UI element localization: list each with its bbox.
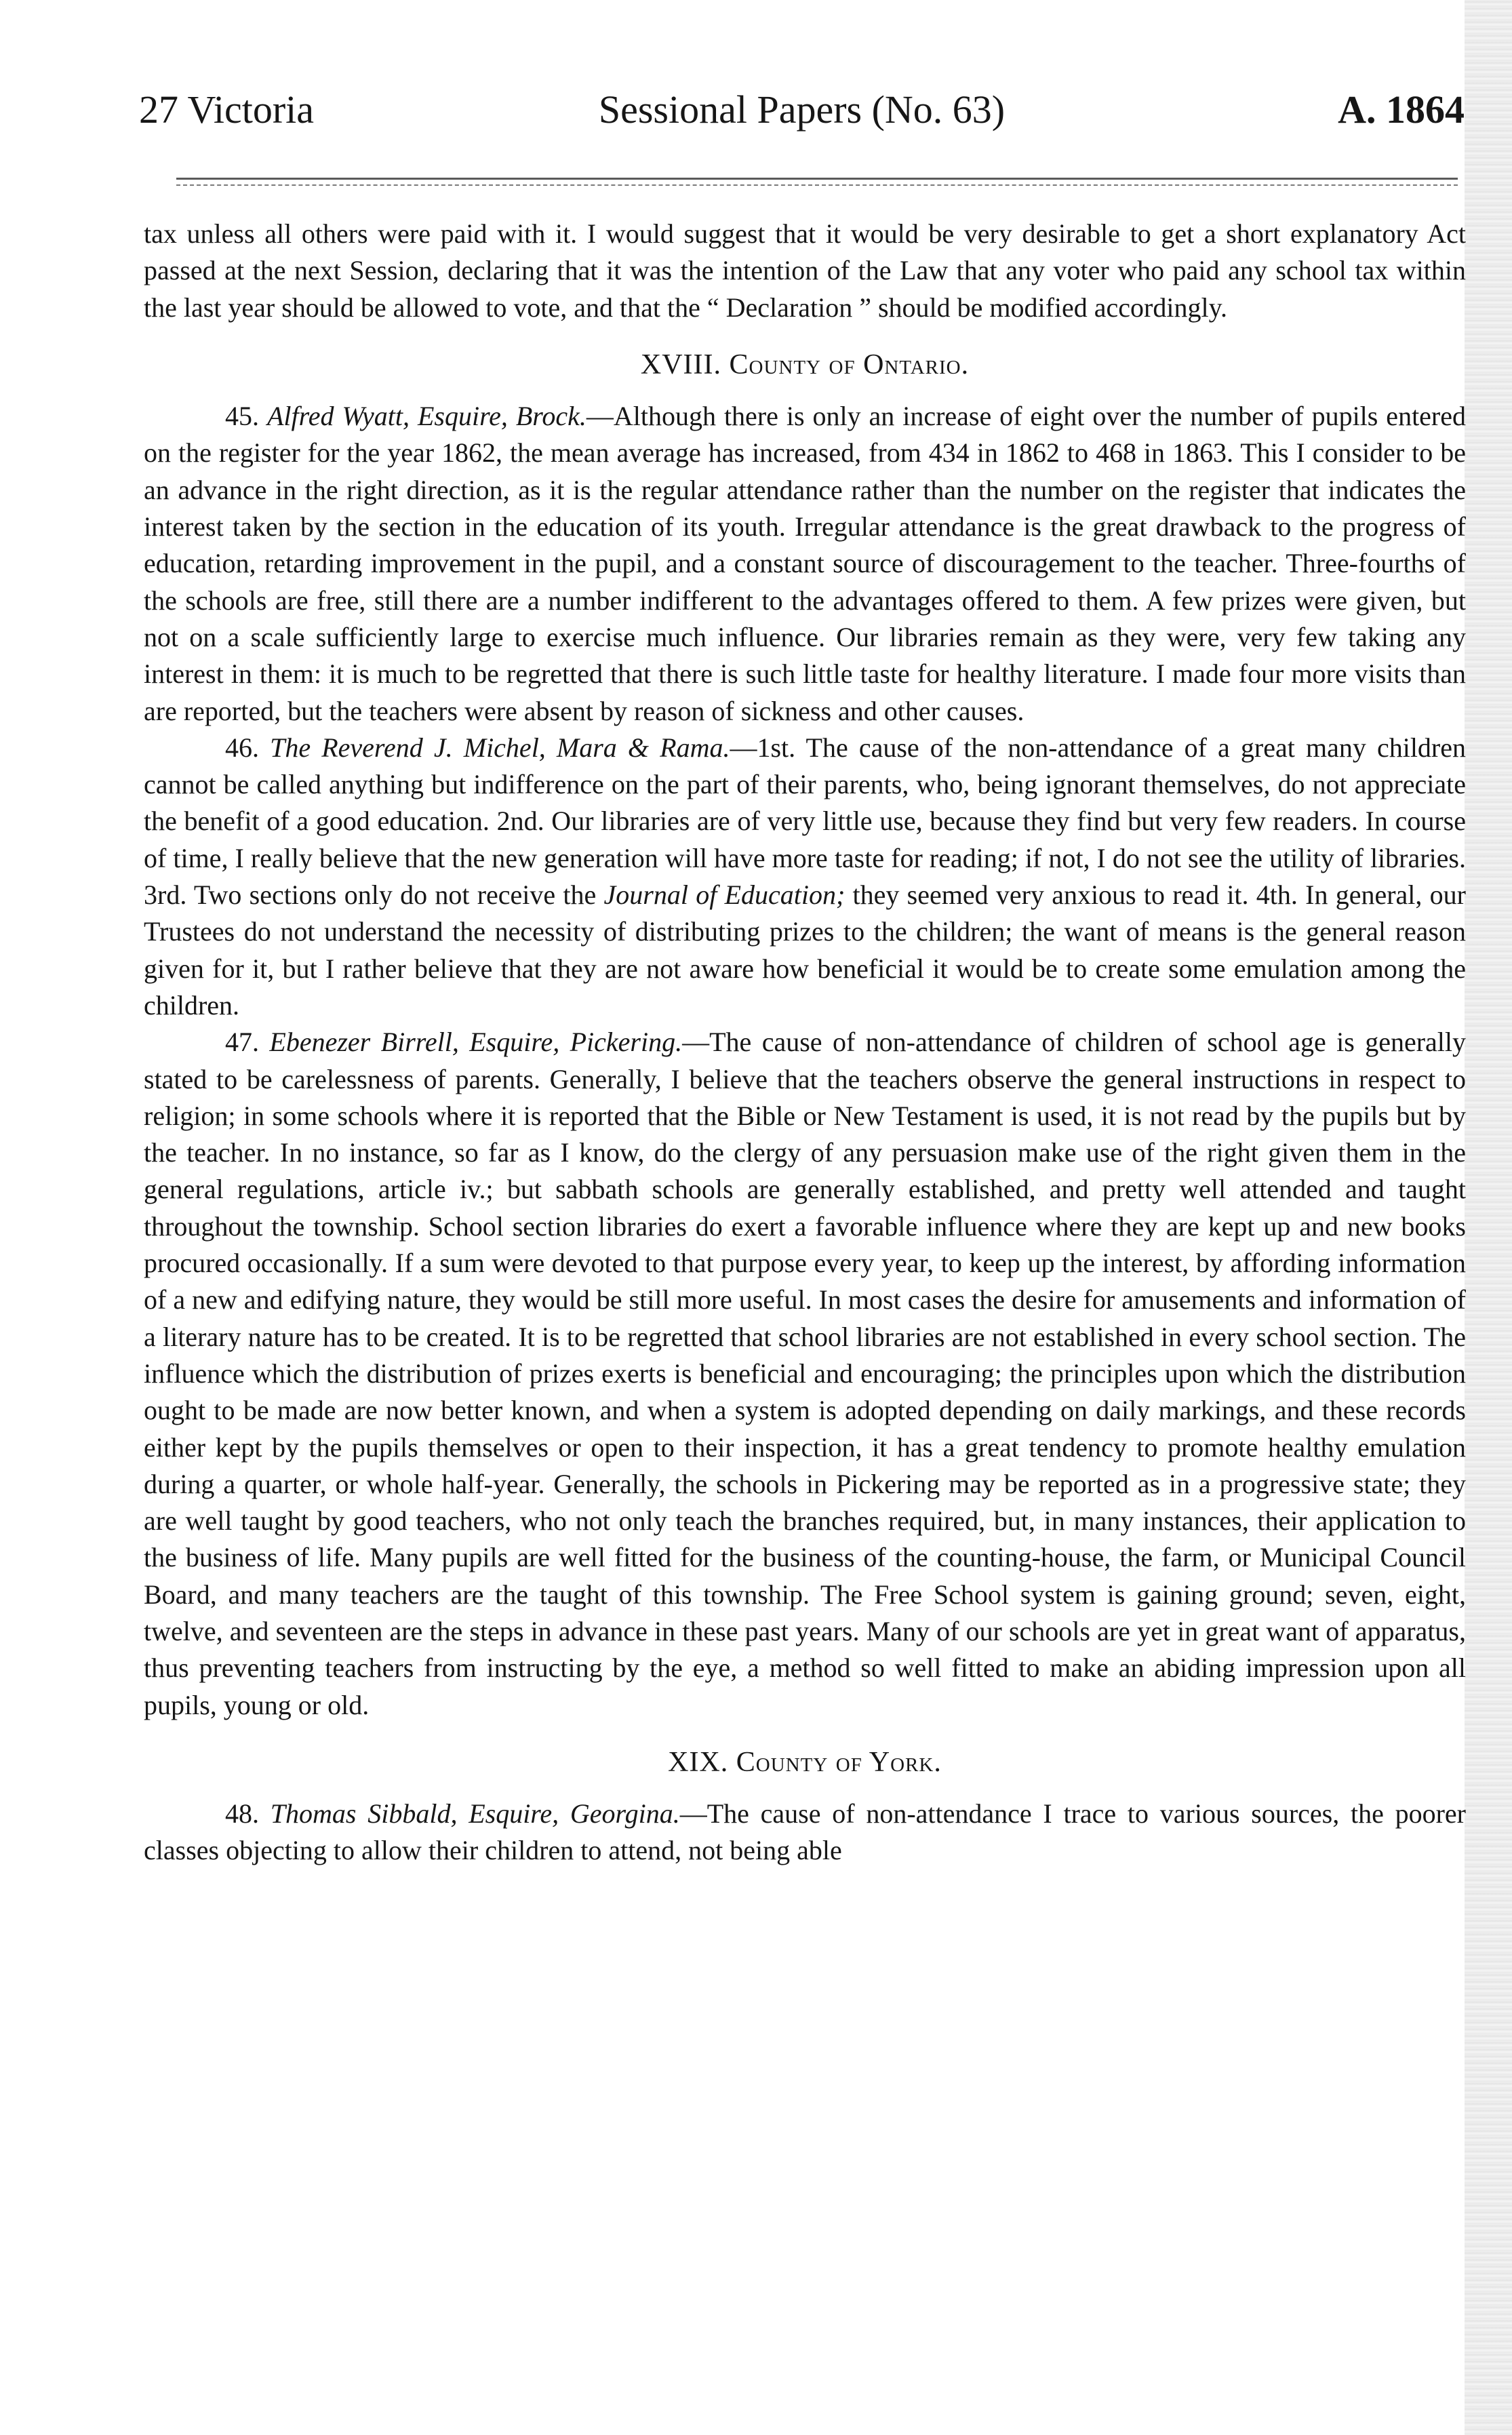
paragraph-number: 46. (225, 732, 259, 763)
paragraph-number: 45. (225, 401, 259, 432)
header-session: 27 Victoria (139, 87, 314, 132)
paragraph-46 (144, 730, 1466, 1024)
paragraph-author: The Reverend J. Michel, Mara & Rama. (270, 732, 730, 763)
intro-paragraph: tax unless all others were paid with it. I would suggest that it would be very desirable to get a short explanatory Act passed at the next Session, declaring that it was the intention of the Law that any voter who paid any school tax within the last year should be allowed to vote, and that the “ Declaration ” should be modified accordingly. (144, 218, 1466, 323)
scan-edge-shadow (1465, 0, 1512, 2435)
paragraph-text: —1st. The cause of the non-attendance of a great many children cannot be called anything but indifference on the part of their parents, who, being ignorant themselves, do not appreciate the benefit of a good education. 2nd. Our libraries are of very little use, because they find but very few readers. In course of time, I really believe that the new generation will have more taste for reading; if not, I do not see the utility of libraries. 3rd. Two sections only do not receive the (144, 732, 1467, 911)
paragraph-text-continued: they seemed very anxious to read it. 4th. In general, our Trustees do not understand the necessity of distributing prizes to the children; the want of means is the general reason given for it, but I rather believe that they are not aware how beneficial it would be to create some emulation among the children. (144, 879, 1466, 1021)
paragraph-text: —Although there is only an increase of eight over the number of pupils entered on the register for the year 1862, the mean average has increased, from 434 in 1862 to 468 in 1863. This I consider to be an advance in the right direction, as it is the regular attendance rather than the number on the register that indicates the interest taken by the section in the education of its youth. Irregular attendance is the great drawback to the progress of education, retarding improvement in the pupil, and a constant source of discouragement to the teacher. Three-fourths of the schools are free, still there are a number indifferent to the advantages offered to them. A few prizes were given, but not on a scale sufficiently large to exercise much influence. Our libraries remain as they were, very few taking any interest in them: it is much to be regretted that there is such little taste for healthy literature. I made four more visits than are reported, but the teachers were absent by reason of sickness and other causes. (144, 401, 1467, 726)
header-year: A. 1864 (1338, 87, 1465, 132)
page-header (139, 87, 1465, 141)
paragraph-author: Ebenezer Birrell, Esquire, Pickering. (269, 1027, 683, 1058)
header-rule-dashed (176, 184, 1458, 186)
paragraph-47 (144, 1024, 1466, 1724)
journal-title: Journal of Education; (603, 879, 845, 911)
paragraph-48 (144, 1796, 1466, 1869)
paragraph-author: Thomas Sibbald, Esquire, Georgina. (270, 1798, 680, 1829)
section-heading-ontario: XVIII. County of Ontario. (640, 349, 970, 380)
header-rule (176, 178, 1458, 180)
paragraph-author: Alfred Wyatt, Esquire, Brock. (266, 401, 586, 432)
paragraph-text: —The cause of non-attendance of children of school age is generally stated to be carelessness of parents. Generally, I believe that the teachers observe the general instructions in respect to religion; in some schools where it is reported that the Bible or New Testament is used, it is not read by the pupils but by the teacher. In no instance, so far as I know, do the clergy of any persuasion make use of the right given them in the general regulations, article iv.; but sabbath schools are generally established, and pretty well attended and taught throughout the township. School section libraries do exert a favorable influence where they are kept up and new books procured occasionally. If a sum were devoted to that purpose every year, to keep up the interest, by affording information of a new and edifying nature, they would be still more useful. In most cases the desire for amusements and information of a literary nature has to be created. It is to be regretted that school libraries are not established in every school section. The influence which the distribution of prizes exerts is beneficial and encouraging; the principles upon which the distribution ought to be made are now better known, and when a system is adopted depending on daily markings, and these records either kept by the pupils themselves or open to their inspection, it has a great tendency to promote healthy emulation during a quarter, or whole half-year. Generally, the schools in Pickering may be reported as in a progressive state; they are well taught by good teachers, who not only teach the branches required, but, in many instances, their application to the business of life. Many pupils are well fitted for the business of the counting-house, the farm, or Municipal Council Board, and many teachers are the taught of this township. The Free School system is gaining ground; seven, eight, twelve, and seventeen are the steps in advance in these past years. Many of our schools are yet in great want of apparatus, thus preventing teachers from instructing by the eye, a method so well fitted to make an abiding impression upon all pupils, young or old. (144, 1027, 1467, 1720)
paragraph-text: —The cause of non-attendance I trace to various sources, the poorer classes objecting to allow their children to attend, not being able (144, 1798, 1467, 1866)
paragraph-number: 48. (225, 1798, 259, 1829)
paragraph-number: 47. (225, 1027, 259, 1058)
section-heading-york: XIX. County of York. (668, 1746, 942, 1778)
header-title: Sessional Papers (No. 63) (598, 87, 1006, 132)
paragraph-45 (144, 398, 1466, 730)
page-body (144, 216, 1466, 1869)
